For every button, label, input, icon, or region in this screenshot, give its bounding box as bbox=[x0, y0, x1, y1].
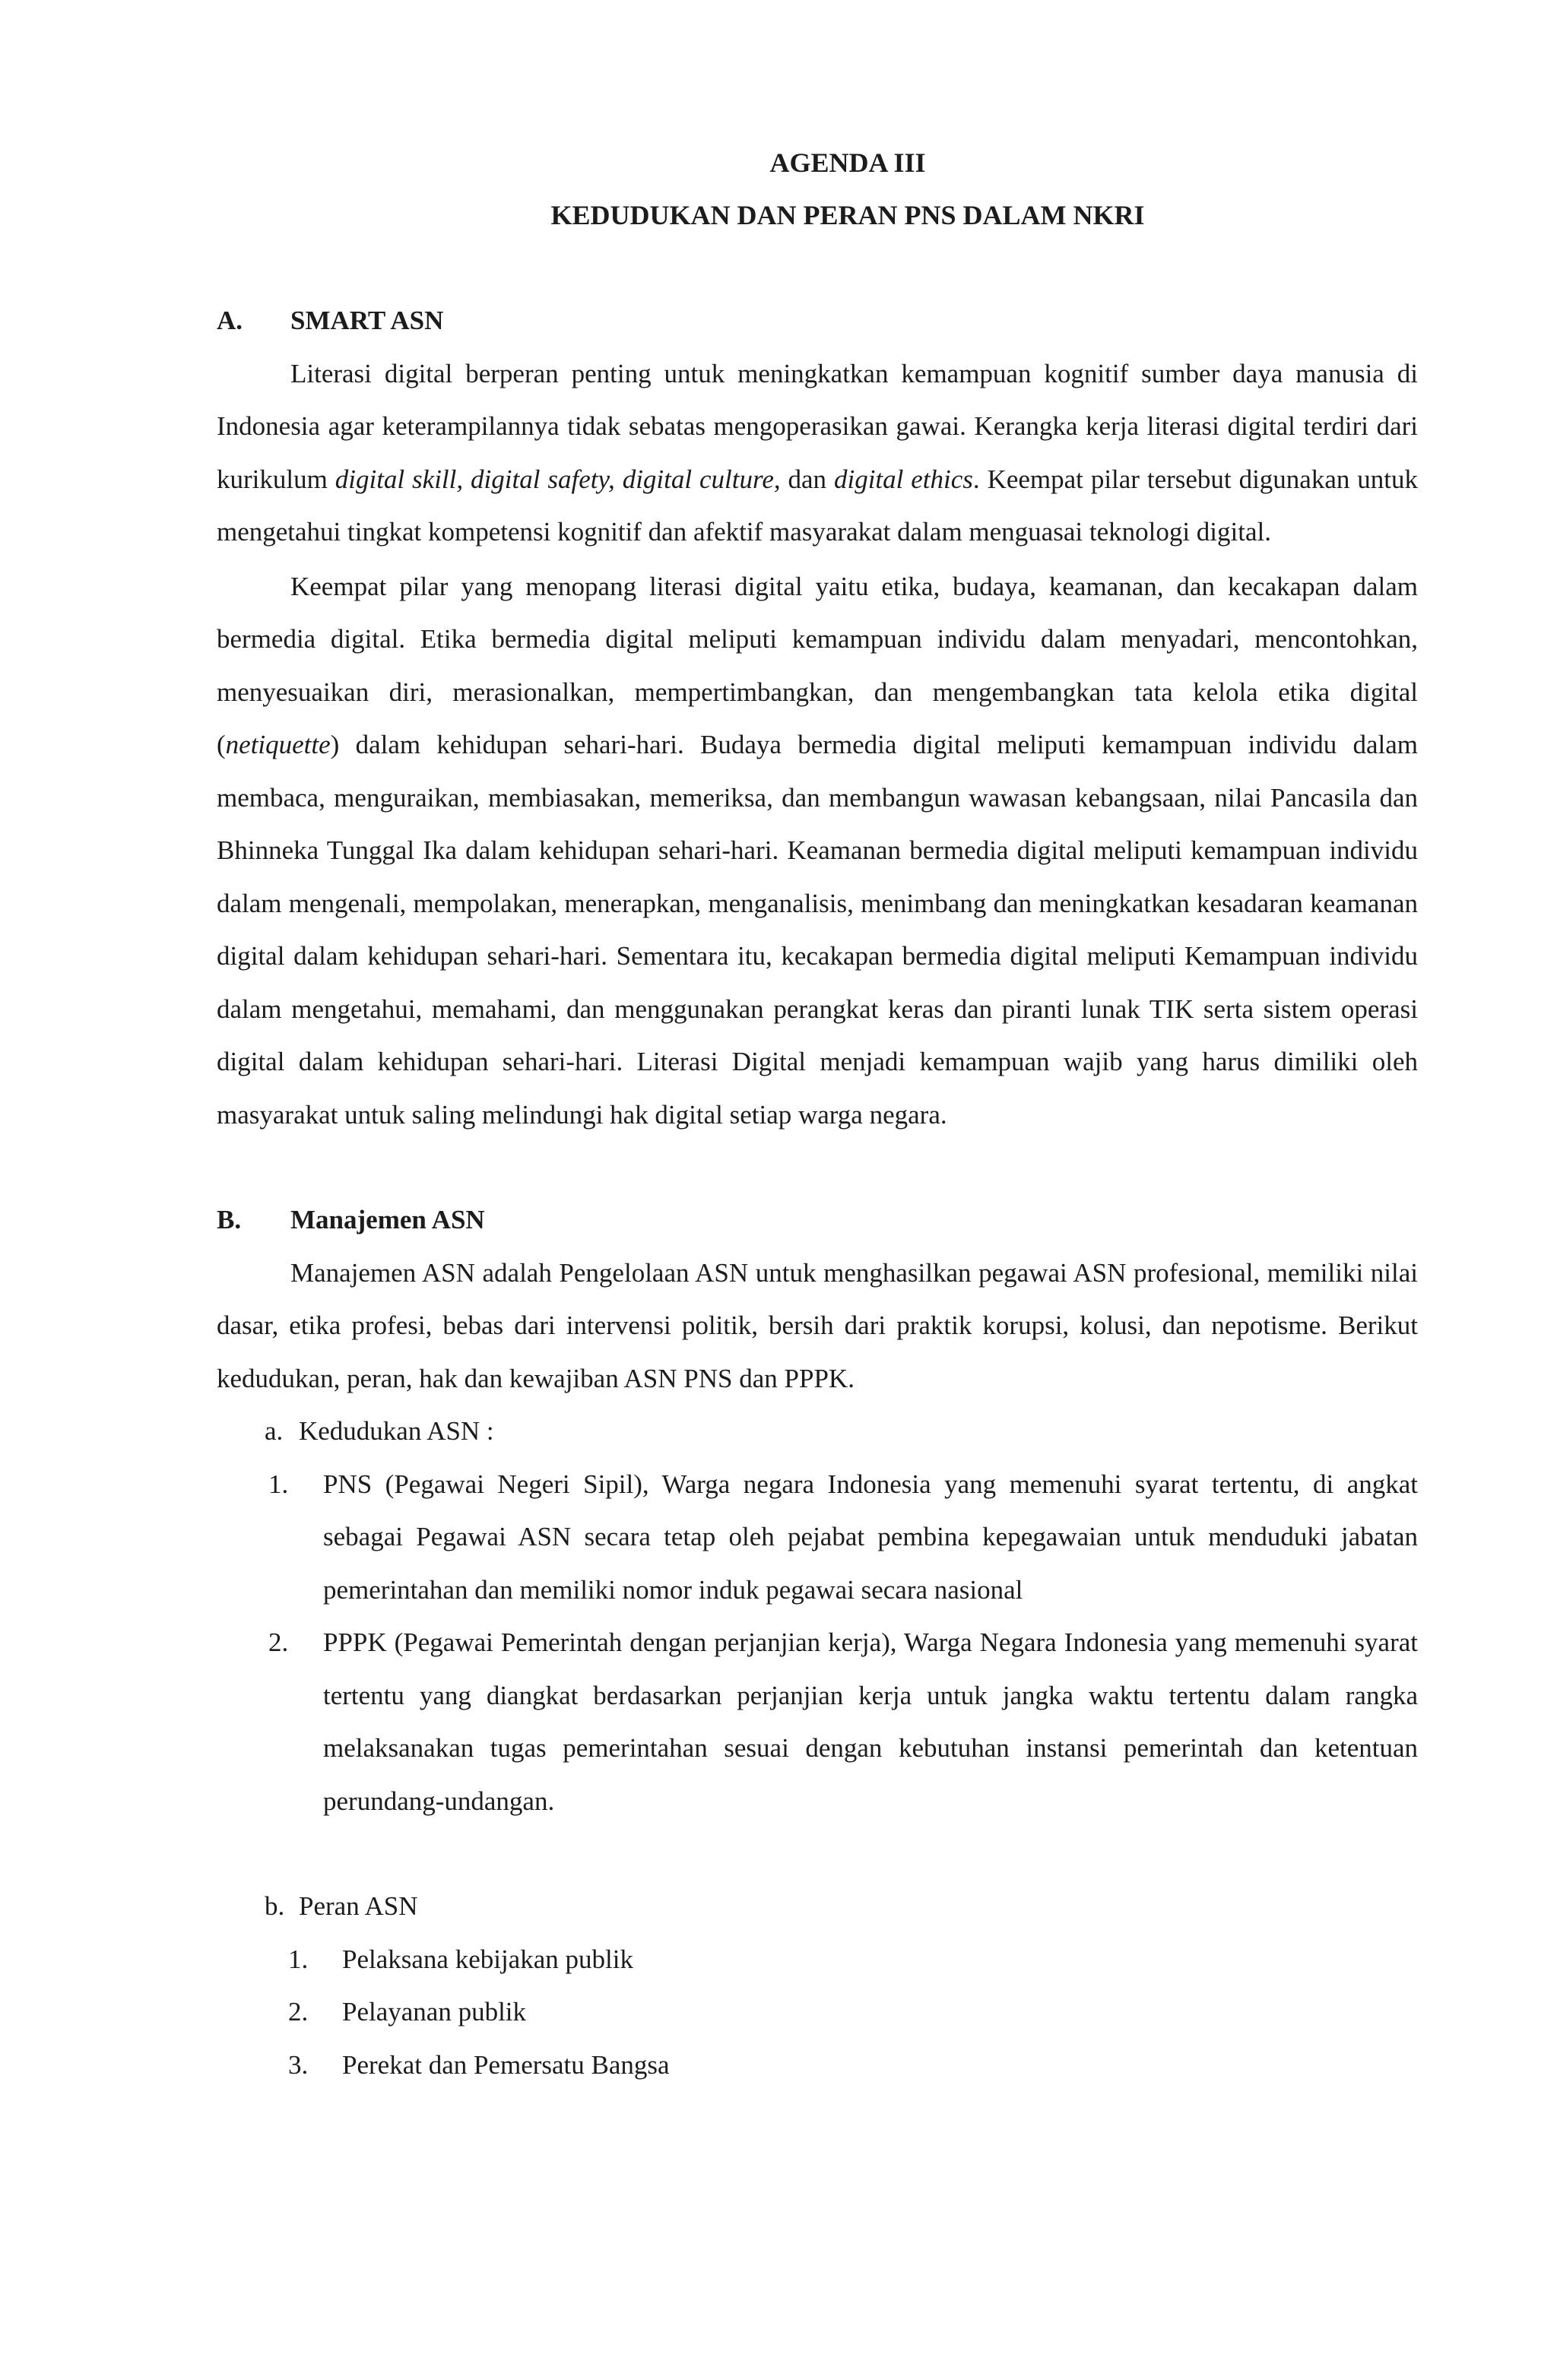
list-item bbox=[217, 2039, 1418, 2092]
section-a-paragraph-1: Literasi digital berperan penting untuk meningkatkan kemampuan kognitif sumber daya manusia di Indonesia agar keterampilannya tidak sebatas mengoperasikan gawai. Kerangka kerja literasi digital terdiri dari kurikulum digital skill, digital safety, digital culture, dan digital ethics. Keempat pilar tersebut digunakan untuk mengetahui tingkat kompetensi kognitif dan afektif masyarakat dalam menguasai teknologi digital. bbox=[217, 358, 1418, 547]
list-item-text: PNS (Pegawai Negeri Sipil), Warga negara Indonesia yang memenuhi syarat tertentu, di angkat sebagai Pegawai ASN secara tetap oleh pejabat pembina kepegawaian untuk menduduki jabatan pemerintahan dan memiliki nomor induk pegawai secara nasional bbox=[323, 1469, 1418, 1605]
italic-term-ethics: digital ethics bbox=[833, 464, 973, 494]
section-b-heading bbox=[217, 1193, 1418, 1247]
subsection-b-heading bbox=[217, 1880, 1418, 1933]
list-item-number: 2. bbox=[268, 1627, 289, 1657]
list-item-number: 2. bbox=[288, 1997, 309, 2027]
list-item-number: 3. bbox=[288, 2049, 309, 2080]
list-item-text: Pelaksana kebijakan publik bbox=[342, 1944, 633, 1974]
list-item bbox=[217, 1616, 1418, 1827]
subsection-a-label: Kedudukan ASN : bbox=[299, 1416, 494, 1446]
document-title: KEDUDUKAN DAN PERAN PNS DALAM NKRI bbox=[550, 200, 1145, 230]
agenda-label: AGENDA III bbox=[769, 147, 926, 178]
italic-terms: digital skill, digital safety, digital culture, bbox=[335, 464, 781, 494]
list-item bbox=[217, 1985, 1418, 2039]
section-a-title: SMART ASN bbox=[290, 306, 444, 335]
list-item-number: 1. bbox=[268, 1469, 289, 1499]
section-a-letter: A. bbox=[217, 306, 243, 335]
subsection-a-heading bbox=[217, 1405, 1418, 1458]
peran-list bbox=[217, 1933, 1418, 2092]
document-page bbox=[217, 137, 1418, 2091]
subsection-b-letter: b. bbox=[265, 1891, 285, 1921]
italic-term-netiquette: netiquette bbox=[225, 730, 331, 759]
list-item-text: Pelayanan publik bbox=[342, 1997, 527, 2027]
list-item bbox=[217, 1458, 1418, 1617]
kedudukan-list bbox=[217, 1458, 1418, 1828]
section-a-heading bbox=[217, 294, 1418, 347]
list-item bbox=[217, 1933, 1418, 1986]
section-b-letter: B. bbox=[217, 1205, 242, 1234]
list-item-text: PPPK (Pegawai Pemerintah dengan perjanjian kerja), Warga Negara Indonesia yang memenuhi syarat tertentu yang diangkat berdasarkan perjanjian kerja untuk jangka waktu tertentu dalam rangka melaksanakan tugas pemerintahan sesuai dengan kebutuhan instansi pemerintah dan ketentuan perundang-undangan. bbox=[323, 1627, 1418, 1816]
subsection-b-label: Peran ASN bbox=[299, 1891, 418, 1921]
section-a-paragraph-2: Keempat pilar yang menopang literasi digital yaitu etika, budaya, keamanan, dan kecakapan dalam bermedia digital. Etika bermedia digital meliputi kemampuan individu dalam menyadari, mencontohkan, menyesuaikan diri, merasionalkan, mempertimbangkan, dan mengembangkan tata kelola etika digital (netiquette) dalam kehidupan sehari-hari. Budaya bermedia digital meliputi kemampuan individu dalam membaca, menguraikan, membiasakan, memeriksa, dan membangun wawasan kebangsaan, nilai Pancasila dan Bhinneka Tunggal Ika dalam kehidupan sehari-hari. Keamanan bermedia digital meliputi kemampuan individu dalam mengenali, mempolakan, menerapkan, menganalisis, menimbang dan meningkatkan kesadaran keamanan digital dalam kehidupan sehari-hari. Sementara itu, kecakapan bermedia digital meliputi Kemampuan individu dalam mengetahui, memahami, dan menggunakan perangkat keras dan piranti lunak TIK serta sistem operasi digital dalam kehidupan sehari-hari. Literasi Digital menjadi kemampuan wajib yang harus dimiliki oleh masyarakat untuk saling melindungi hak digital setiap warga negara. bbox=[217, 571, 1418, 1130]
list-item-number: 1. bbox=[288, 1944, 309, 1974]
section-b-intro: Manajemen ASN adalah Pengelolaan ASN untuk menghasilkan pegawai ASN profesional, memiliki nilai dasar, etika profesi, bebas dari intervensi politik, bersih dari praktik korupsi, kolusi, dan nepotisme. Berikut kedudukan, peran, hak dan kewajiban ASN PNS dan PPPK. bbox=[217, 1257, 1418, 1393]
subsection-a-letter: a. bbox=[265, 1416, 284, 1446]
section-b-title: Manajemen ASN bbox=[290, 1205, 485, 1234]
list-item-text: Perekat dan Pemersatu Bangsa bbox=[342, 2049, 670, 2080]
